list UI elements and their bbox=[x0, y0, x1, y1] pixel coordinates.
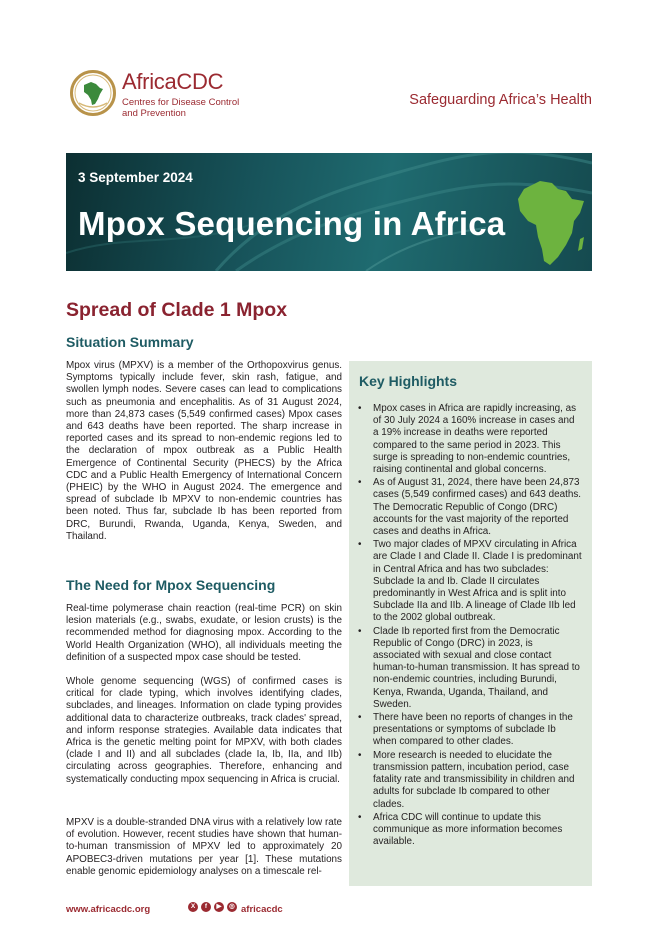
title-banner bbox=[66, 153, 592, 271]
highlight-item: • There have been no reports of changes in the presentations or symptoms of subclade Ib when compared to other clades. bbox=[358, 712, 582, 749]
website-link[interactable]: www.africacdc.org bbox=[66, 904, 151, 915]
youtube-icon[interactable]: ▶ bbox=[214, 902, 224, 912]
social-handle[interactable]: africacdc bbox=[241, 904, 283, 915]
need-paragraph-1: Real-time polymerase chain reaction (real-time PCR) on skin lesion materials (e.g., swabs, exudate, or lesion crusts) is the recommended method for diagnosing mpox. According to the World Health Organization (WHO), all individuals meeting the definition of a suspected mpox case should be tested. bbox=[66, 603, 342, 663]
facebook-icon[interactable]: f bbox=[201, 902, 211, 912]
highlight-item: • Clade Ib reported first from the Democratic Republic of Congo (DRC) in 2023, is associated with sexual and close contact human-to-human transmission. It has spread to non-endemic countries, including Burundi, Kenya, Rwanda, Uganda, Thailand, and Sweden. bbox=[358, 626, 582, 711]
africa-cdc-emblem bbox=[70, 70, 116, 116]
logo-subtitle-line-1: Centres for Disease Control bbox=[122, 97, 240, 108]
publication-date: 3 September 2024 bbox=[78, 170, 193, 185]
highlight-item: • Africa CDC will continue to update this communique as more information becomes available. bbox=[358, 812, 582, 849]
section-title: Spread of Clade 1 Mpox bbox=[66, 299, 288, 321]
need-for-sequencing-heading: The Need for Mpox Sequencing bbox=[66, 577, 276, 593]
logo-name: AfricaCDC bbox=[122, 69, 224, 94]
key-highlights-box bbox=[349, 361, 592, 886]
highlight-item: • Mpox cases in Africa are rapidly increasing, as of 30 July 2024 a 160% increase in cases and a 19% increase in deaths were reported compared to the same period in 2023. This surge is spreading to non-endemic countries, raising continental and global concerns. bbox=[358, 403, 582, 476]
key-highlights-title: Key Highlights bbox=[359, 373, 458, 389]
situation-summary-heading: Situation Summary bbox=[66, 334, 194, 350]
logo-subtitle-line-2: and Prevention bbox=[122, 108, 186, 119]
highlight-item: • As of August 31, 2024, there have been 24,873 cases (5,549 confirmed cases) and 643 deaths. The Democratic Republic of Congo (DRC) accounts for the vast majority of the reported cases and deaths in Africa. bbox=[358, 477, 582, 538]
tagline: Safeguarding Africa’s Health bbox=[409, 92, 592, 108]
need-paragraph-2: Whole genome sequencing (WGS) of confirmed cases is critical for clade typing, which involves identifying clades, subclades, and lineages. Information on clade typing provides additional data to characterize outbreaks, track clades' spread, and inform response strategies. Available data indicates that Africa is the genetic melting point for MPXV, with both clades (clade I and II) and all subclades (clade Ia, Ib, IIa, and IIb) circulating across geographies. Therefore, enhancing and systematically conducting mpox sequencing in Africa is crucial. bbox=[66, 676, 342, 785]
highlight-item: • Two major clades of MPXV circulating in Africa are Clade I and Clade II. Clade I is predominant in Central Africa and has two subclades: Subclade Ia and Ib. Clade II circulates predominantly in West Africa and is split into Subclade IIa and IIb. A lineage of Clade IIb led to the 2002 global outbreak. bbox=[358, 539, 582, 624]
africa-map-icon bbox=[73, 73, 113, 113]
x-icon[interactable]: X bbox=[188, 902, 198, 912]
logo-subtitle bbox=[122, 97, 252, 119]
highlight-item: • More research is needed to elucidate the transmission pattern, incubation period, case fatality rate and transmissibility in children and adults for subclade Ib compared to other clades. bbox=[358, 750, 582, 811]
situation-summary-text: Mpox virus (MPXV) is a member of the Orthopoxvirus genus. Symptoms typically include fever, skin rash, fatigue, and swollen lymph nodes. Severe cases can lead to complications such as pneumonia and encephalitis. As of 31 August 2024, more than 24,873 cases (5,549 confirmed cases) Mpox cases and 643 deaths have been reported. The sharp increase in reported cases and its spread to non-endemic regions led to the declaration of mpox outbreak as a Public Health Emergence of Continental Security (PHECS) by the Africa CDC and a Public Health Emergency of International Concern (PHEIC) by the WHO in August 2024. The emergence and spread of subclade Ib MPXV to non-endemic countries has been noted. Thus far, subclade Ib has been reported from DRC, Burundi, Rwanda, Uganda, Kenya, Sweden, and Thailand. bbox=[66, 360, 342, 542]
need-paragraph-3: MPXV is a double-stranded DNA virus with a relatively low rate of evolution. However, recent studies have shown that human-to-human transmission of MPXV led to approximately 20 APOBEC3-driven mutations per year [1]. These mutations enable genomic epidemiology analyses on a timescale rel- bbox=[66, 817, 342, 877]
key-highlights-list bbox=[358, 403, 582, 849]
africa-continent-icon bbox=[514, 175, 589, 269]
document-title: Mpox Sequencing in Africa bbox=[78, 205, 506, 242]
instagram-icon[interactable]: ◎ bbox=[227, 902, 237, 912]
